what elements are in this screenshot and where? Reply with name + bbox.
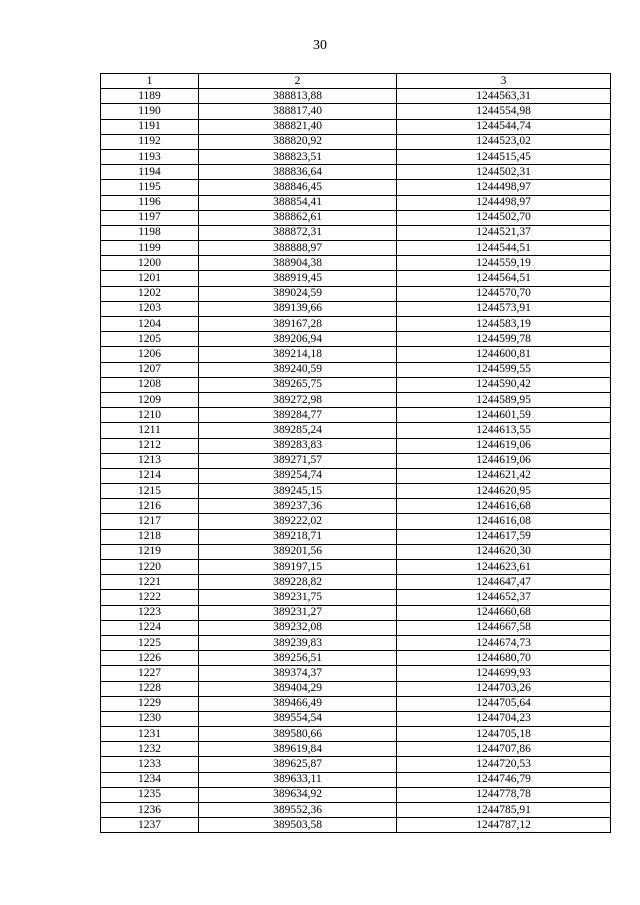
x-coordinate-cell: 389024,59: [199, 286, 397, 301]
table-row: [101, 286, 611, 301]
point-number-cell: 1211: [101, 423, 199, 438]
x-coordinate-cell: 389503,58: [199, 818, 397, 833]
x-coordinate-cell: 389554,54: [199, 711, 397, 726]
y-coordinate-cell: 1244617,59: [397, 529, 611, 544]
x-coordinate-cell: 389231,75: [199, 590, 397, 605]
x-coordinate-cell: 389222,02: [199, 514, 397, 529]
point-number-cell: 1203: [101, 301, 199, 316]
table-row: [101, 256, 611, 271]
y-coordinate-cell: 1244787,12: [397, 818, 611, 833]
table-row: [101, 635, 611, 650]
x-coordinate-cell: 389283,83: [199, 438, 397, 453]
y-coordinate-cell: 1244600,81: [397, 347, 611, 362]
point-number-cell: 1232: [101, 742, 199, 757]
x-coordinate-cell: 388821,40: [199, 119, 397, 134]
y-coordinate-cell: 1244616,68: [397, 499, 611, 514]
point-number-cell: 1212: [101, 438, 199, 453]
y-coordinate-cell: 1244563,31: [397, 89, 611, 104]
y-coordinate-cell: 1244599,78: [397, 332, 611, 347]
y-coordinate-cell: 1244601,59: [397, 408, 611, 423]
y-coordinate-cell: 1244619,06: [397, 438, 611, 453]
table-row: [101, 438, 611, 453]
y-coordinate-cell: 1244647,47: [397, 575, 611, 590]
y-coordinate-cell: 1244523,02: [397, 134, 611, 149]
y-coordinate-cell: 1244746,79: [397, 772, 611, 787]
x-coordinate-cell: 389232,08: [199, 620, 397, 635]
x-coordinate-cell: 389625,87: [199, 757, 397, 772]
table-row: [101, 620, 611, 635]
x-coordinate-cell: 389240,59: [199, 362, 397, 377]
x-coordinate-cell: 389139,66: [199, 301, 397, 316]
x-coordinate-cell: 388836,64: [199, 165, 397, 180]
x-coordinate-cell: 388862,61: [199, 210, 397, 225]
point-number-cell: 1202: [101, 286, 199, 301]
point-number-cell: 1206: [101, 347, 199, 362]
table-row: [101, 180, 611, 195]
y-coordinate-cell: 1244620,30: [397, 544, 611, 559]
point-number-cell: 1197: [101, 210, 199, 225]
x-coordinate-cell: 389214,18: [199, 347, 397, 362]
point-number-cell: 1215: [101, 484, 199, 499]
point-number-cell: 1236: [101, 803, 199, 818]
x-coordinate-cell: 388854,41: [199, 195, 397, 210]
point-number-cell: 1196: [101, 195, 199, 210]
point-number-cell: 1189: [101, 89, 199, 104]
y-coordinate-cell: 1244583,19: [397, 317, 611, 332]
table-row: [101, 803, 611, 818]
x-coordinate-cell: 389201,56: [199, 544, 397, 559]
table-row: [101, 560, 611, 575]
table-row: [101, 727, 611, 742]
point-number-cell: 1220: [101, 560, 199, 575]
y-coordinate-cell: 1244785,91: [397, 803, 611, 818]
point-number-cell: 1221: [101, 575, 199, 590]
column-header-2: 2: [199, 74, 397, 89]
table-row: [101, 225, 611, 240]
x-coordinate-cell: 389272,98: [199, 392, 397, 407]
y-coordinate-cell: 1244502,70: [397, 210, 611, 225]
x-coordinate-cell: 389404,29: [199, 681, 397, 696]
table-row: [101, 195, 611, 210]
table-row: [101, 89, 611, 104]
table-row: [101, 119, 611, 134]
table-row: [101, 575, 611, 590]
table-row: [101, 787, 611, 802]
point-number-cell: 1227: [101, 666, 199, 681]
y-coordinate-cell: 1244498,97: [397, 180, 611, 195]
point-number-cell: 1233: [101, 757, 199, 772]
x-coordinate-cell: 389284,77: [199, 408, 397, 423]
y-coordinate-cell: 1244667,58: [397, 620, 611, 635]
y-coordinate-cell: 1244616,08: [397, 514, 611, 529]
table-row: [101, 408, 611, 423]
table-row: [101, 241, 611, 256]
table-row: [101, 134, 611, 149]
table-row: [101, 590, 611, 605]
y-coordinate-cell: 1244589,95: [397, 392, 611, 407]
table-row: [101, 362, 611, 377]
x-coordinate-cell: 389237,36: [199, 499, 397, 514]
x-coordinate-cell: 389197,15: [199, 560, 397, 575]
table-row: [101, 271, 611, 286]
point-number-cell: 1213: [101, 453, 199, 468]
x-coordinate-cell: 389218,71: [199, 529, 397, 544]
x-coordinate-cell: 389633,11: [199, 772, 397, 787]
x-coordinate-cell: 389254,74: [199, 468, 397, 483]
point-number-cell: 1217: [101, 514, 199, 529]
point-number-cell: 1201: [101, 271, 199, 286]
y-coordinate-cell: 1244590,42: [397, 377, 611, 392]
y-coordinate-cell: 1244652,37: [397, 590, 611, 605]
x-coordinate-cell: 389167,28: [199, 317, 397, 332]
table-header: [101, 74, 611, 89]
y-coordinate-cell: 1244707,86: [397, 742, 611, 757]
table-row: [101, 696, 611, 711]
point-number-cell: 1191: [101, 119, 199, 134]
x-coordinate-cell: 389374,37: [199, 666, 397, 681]
point-number-cell: 1200: [101, 256, 199, 271]
y-coordinate-cell: 1244699,93: [397, 666, 611, 681]
table-row: [101, 301, 611, 316]
table-row: [101, 681, 611, 696]
x-coordinate-cell: 388817,40: [199, 104, 397, 119]
x-coordinate-cell: 388820,92: [199, 134, 397, 149]
x-coordinate-cell: 388823,51: [199, 149, 397, 164]
y-coordinate-cell: 1244623,61: [397, 560, 611, 575]
x-coordinate-cell: 389552,36: [199, 803, 397, 818]
table-row: [101, 529, 611, 544]
point-number-cell: 1214: [101, 468, 199, 483]
point-number-cell: 1225: [101, 635, 199, 650]
point-number-cell: 1226: [101, 651, 199, 666]
y-coordinate-cell: 1244498,97: [397, 195, 611, 210]
y-coordinate-cell: 1244621,42: [397, 468, 611, 483]
x-coordinate-cell: 388846,45: [199, 180, 397, 195]
table-row: [101, 818, 611, 833]
x-coordinate-cell: 389206,94: [199, 332, 397, 347]
y-coordinate-cell: 1244619,06: [397, 453, 611, 468]
y-coordinate-cell: 1244599,55: [397, 362, 611, 377]
y-coordinate-cell: 1244720,53: [397, 757, 611, 772]
table-row: [101, 423, 611, 438]
y-coordinate-cell: 1244703,26: [397, 681, 611, 696]
x-coordinate-cell: 389239,83: [199, 635, 397, 650]
table-row: [101, 666, 611, 681]
table-row: [101, 104, 611, 119]
x-coordinate-cell: 389245,15: [199, 484, 397, 499]
column-header-1: 1: [101, 74, 199, 89]
point-number-cell: 1195: [101, 180, 199, 195]
column-header-3: 3: [397, 74, 611, 89]
y-coordinate-cell: 1244554,98: [397, 104, 611, 119]
table-row: [101, 757, 611, 772]
y-coordinate-cell: 1244502,31: [397, 165, 611, 180]
point-number-cell: 1235: [101, 787, 199, 802]
x-coordinate-cell: 389231,27: [199, 605, 397, 620]
y-coordinate-cell: 1244544,51: [397, 241, 611, 256]
table-row: [101, 347, 611, 362]
x-coordinate-cell: 388904,38: [199, 256, 397, 271]
coordinates-table: [100, 73, 611, 833]
point-number-cell: 1234: [101, 772, 199, 787]
table-row: [101, 544, 611, 559]
point-number-cell: 1222: [101, 590, 199, 605]
table-row: [101, 332, 611, 347]
x-coordinate-cell: 388872,31: [199, 225, 397, 240]
y-coordinate-cell: 1244705,18: [397, 727, 611, 742]
table-row: [101, 453, 611, 468]
point-number-cell: 1219: [101, 544, 199, 559]
table-row: [101, 149, 611, 164]
point-number-cell: 1207: [101, 362, 199, 377]
x-coordinate-cell: 389619,84: [199, 742, 397, 757]
point-number-cell: 1210: [101, 408, 199, 423]
x-coordinate-cell: 389228,82: [199, 575, 397, 590]
point-number-cell: 1208: [101, 377, 199, 392]
point-number-cell: 1216: [101, 499, 199, 514]
table-row: [101, 514, 611, 529]
y-coordinate-cell: 1244680,70: [397, 651, 611, 666]
table-row: [101, 711, 611, 726]
point-number-cell: 1194: [101, 165, 199, 180]
x-coordinate-cell: 389580,66: [199, 727, 397, 742]
point-number-cell: 1198: [101, 225, 199, 240]
y-coordinate-cell: 1244620,95: [397, 484, 611, 499]
y-coordinate-cell: 1244573,91: [397, 301, 611, 316]
point-number-cell: 1205: [101, 332, 199, 347]
y-coordinate-cell: 1244613,55: [397, 423, 611, 438]
x-coordinate-cell: 389466,49: [199, 696, 397, 711]
table-header-row: [101, 74, 611, 89]
x-coordinate-cell: 389285,24: [199, 423, 397, 438]
point-number-cell: 1190: [101, 104, 199, 119]
x-coordinate-cell: 389634,92: [199, 787, 397, 802]
y-coordinate-cell: 1244704,23: [397, 711, 611, 726]
y-coordinate-cell: 1244515,45: [397, 149, 611, 164]
table-row: [101, 605, 611, 620]
x-coordinate-cell: 389256,51: [199, 651, 397, 666]
point-number-cell: 1237: [101, 818, 199, 833]
point-number-cell: 1199: [101, 241, 199, 256]
y-coordinate-cell: 1244674,73: [397, 635, 611, 650]
y-coordinate-cell: 1244559,19: [397, 256, 611, 271]
point-number-cell: 1218: [101, 529, 199, 544]
y-coordinate-cell: 1244778,78: [397, 787, 611, 802]
table-row: [101, 377, 611, 392]
point-number-cell: 1223: [101, 605, 199, 620]
y-coordinate-cell: 1244705,64: [397, 696, 611, 711]
table-row: [101, 651, 611, 666]
point-number-cell: 1209: [101, 392, 199, 407]
y-coordinate-cell: 1244544,74: [397, 119, 611, 134]
point-number-cell: 1229: [101, 696, 199, 711]
x-coordinate-cell: 388888,97: [199, 241, 397, 256]
x-coordinate-cell: 389265,75: [199, 377, 397, 392]
point-number-cell: 1228: [101, 681, 199, 696]
point-number-cell: 1204: [101, 317, 199, 332]
point-number-cell: 1231: [101, 727, 199, 742]
page-number: 30: [313, 38, 327, 53]
y-coordinate-cell: 1244660,68: [397, 605, 611, 620]
y-coordinate-cell: 1244564,51: [397, 271, 611, 286]
y-coordinate-cell: 1244570,70: [397, 286, 611, 301]
table-row: [101, 468, 611, 483]
table-row: [101, 772, 611, 787]
table-row: [101, 165, 611, 180]
point-number-cell: 1230: [101, 711, 199, 726]
point-number-cell: 1192: [101, 134, 199, 149]
table-body: [101, 89, 611, 833]
y-coordinate-cell: 1244521,37: [397, 225, 611, 240]
table-row: [101, 317, 611, 332]
table-row: [101, 499, 611, 514]
x-coordinate-cell: 389271,57: [199, 453, 397, 468]
point-number-cell: 1193: [101, 149, 199, 164]
x-coordinate-cell: 388919,45: [199, 271, 397, 286]
x-coordinate-cell: 388813,88: [199, 89, 397, 104]
table-row: [101, 484, 611, 499]
table-row: [101, 742, 611, 757]
table-row: [101, 392, 611, 407]
table-row: [101, 210, 611, 225]
point-number-cell: 1224: [101, 620, 199, 635]
